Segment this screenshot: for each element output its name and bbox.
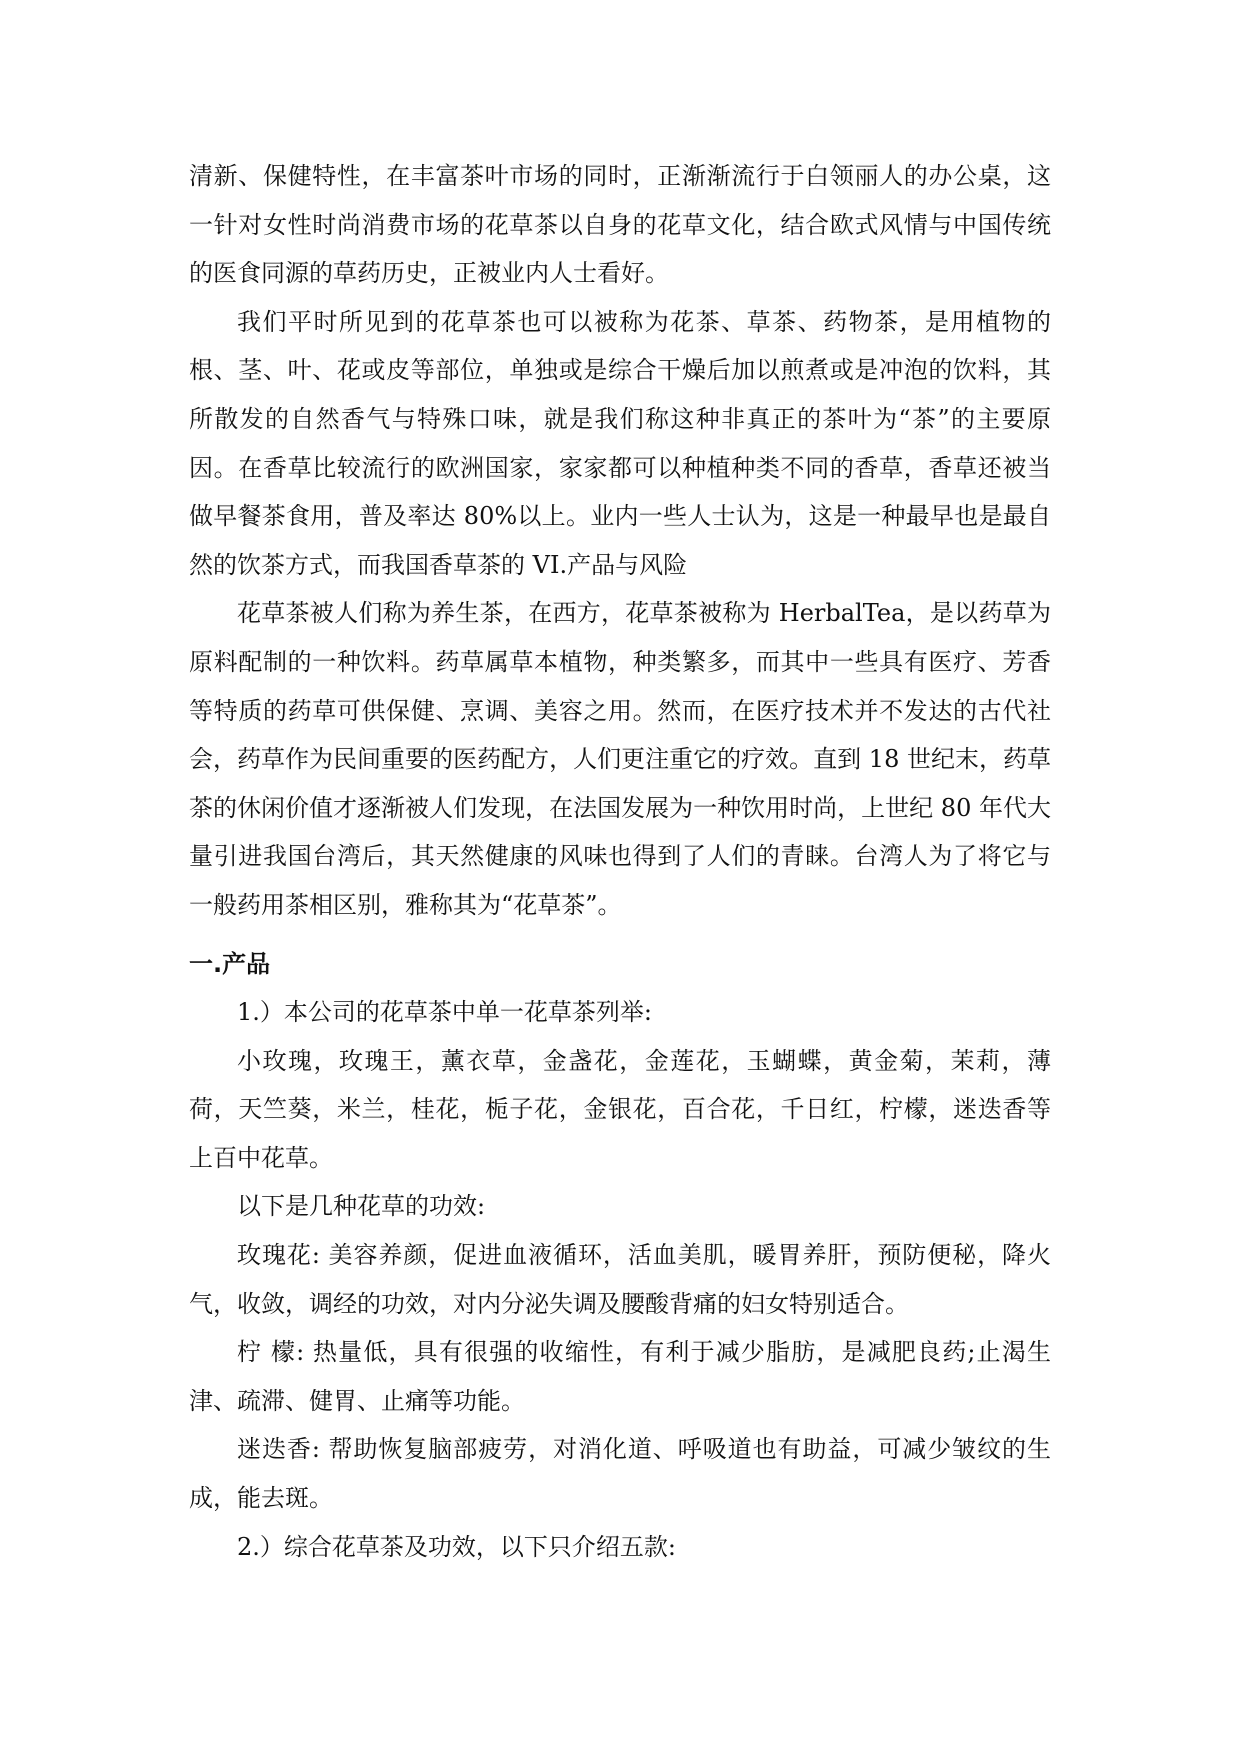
intro-paragraph-3: 花草茶被人们称为养生茶，在西方，花草茶被称为 HerbalTea，是以药草为原料配制的一种饮料。药草属草本植物，种类繁多，而其中一些具有医疗、芳香等特质的药草可供保健、烹调、美容之用。然而，在医疗技术并不发达的古代社会，药草作为民间重要的医药配方，人们更注重它的疗效。直到 18 世纪末，药草茶的休闲价值才逐渐被人们发现，在法国发展为一种饮用时尚，上世纪 80 年代大量引进我国台湾后，其天然健康的风味也得到了人们的青睐。台湾人为了将它与一般药用茶相区别，雅称其为“花草茶”。 xyxy=(189,599,1051,919)
section-heading-products: 一.产品 xyxy=(189,949,271,978)
intro-paragraph-2: 我们平时所见到的花草茶也可以被称为花茶、草茶、药物茶，是用植物的根、茎、叶、花或皮等部位，单独或是综合干燥后加以煎煮或是冲泡的饮料，其所散发的自然香气与特殊口味，就是我们称这种非真正的茶叶为“茶”的主要原因。在香草比较流行的欧洲国家，家家都可以种植种类不同的香草，香草还被当做早餐茶食用，普及率达 80%以上。业内一些人士认为，这是一种最早也是最自然的饮茶方式，而我国香草茶的 VI.产品与风险 xyxy=(189,307,1051,579)
rose-effects: 玫瑰花: 美容养颜，促进血液循环，活血美肌，暖胃养肝，预防便秘，降火气，收敛，调经的功效，对内分泌失调及腰酸背痛的妇女特别适合。 xyxy=(189,1241,1051,1318)
document-page xyxy=(189,152,1051,1571)
single-flower-list: 小玫瑰，玫瑰王，薰衣草，金盏花，金莲花，玉蝴蝶，黄金菊，茉莉，薄荷，天竺葵，米兰，桂花，栀子花，金银花，百合花，千日红，柠檬，迷迭香等上百中花草。 xyxy=(189,1046,1051,1172)
effects-intro: 以下是几种花草的功效: xyxy=(237,1192,486,1221)
blend-tea-intro: 2.）综合花草茶及功效，以下只介绍五款: xyxy=(237,1532,676,1561)
intro-paragraph-1: 清新、保健特性，在丰富茶叶市场的同时，正渐渐流行于白领丽人的办公桌，这一针对女性时尚消费市场的花草茶以自身的花草文化，结合欧式风情与中国传统的医食同源的草药历史，正被业内人士看好。 xyxy=(189,162,1051,288)
rosemary-effects: 迷迭香: 帮助恢复脑部疲劳，对消化道、呼吸道也有助益，可减少皱纹的生成，能去斑。 xyxy=(189,1435,1051,1513)
lemon-effects: 柠 檬: 热量低，具有很强的收缩性，有利于减少脂肪，是减肥良药;止渴生津、疏滞、健胃、止痛等功能。 xyxy=(189,1338,1051,1415)
product-list-intro: 1.）本公司的花草茶中单一花草茶列举: xyxy=(237,998,652,1027)
